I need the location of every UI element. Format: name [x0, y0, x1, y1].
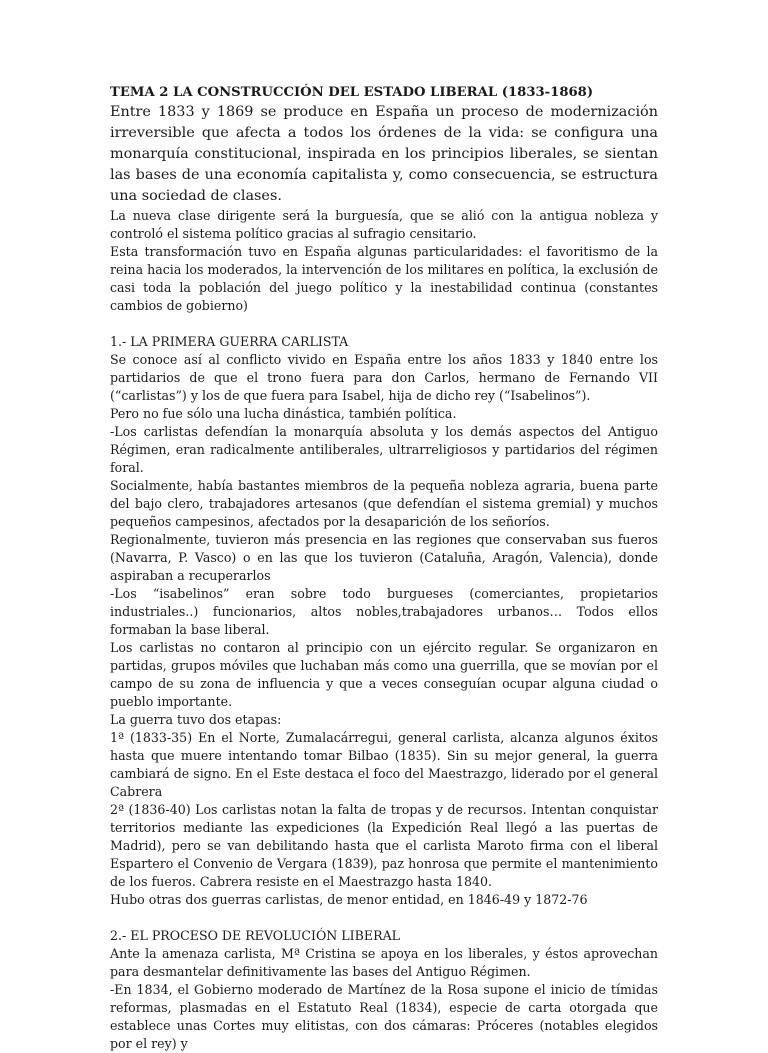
paragraph: Se conoce así al conflicto vivido en España entre los años 1833 y 1840 entre los partidarios de que el trono fuera para don Carlos, hermano de Fernando VII (“carlistas”) y los de que fuera para Isabel, hija de dicho rey (“Isabelinos”).: [110, 352, 658, 403]
paragraph-transformacion: Esta transformación tuvo en España algunas particularidades: el favoritismo de la reina hacia los moderados, la intervención de los militares en política, la exclusión de casi toda la población del juego político y la inestabilidad continua (constantes cambios de gobierno): [110, 244, 658, 313]
paragraph: Regionalmente, tuvieron más presencia en las regiones que conservaban sus fueros (Navarra, P. Vasco) o en las que los tuvieron (Cataluña, Aragón, Valencia), donde aspiraban a recuperarlos: [110, 532, 658, 583]
paragraph: -Los “isabelinos” eran sobre todo burgueses (comerciantes, propietarios industriales..) funcionarios, altos nobles,trabajadores urbanos… Todos ellos formaban la base liberal.: [110, 586, 658, 637]
paragraph: 2ª (1836-40) Los carlistas notan la falta de tropas y de recursos. Intentan conquistar territorios mediante las expediciones (la Expedición Real llegó a las puertas de Madrid), pero se van debilitando hasta que el carlista Maroto firma con el liberal Espartero el Convenio de Vergara (1839), paz honrosa que permite el mantenimiento de los fueros. Cabrera resiste en el Maestrazgo hasta 1840.: [110, 802, 658, 889]
paragraph: 1ª (1833-35) En el Norte, Zumalacárregui, general carlista, alcanza algunos éxitos hasta que muere intentando tomar Bilbao (1835). Sin su mejor general, la guerra cambiará de signo. En el Este destaca el foco del Maestrazgo, liderado por el general Cabrera: [110, 730, 658, 799]
paragraph-burguesia: La nueva clase dirigente será la burguesía, que se alió con la antigua nobleza y controló el sistema político gracias al sufragio censitario.: [110, 208, 658, 241]
paragraph: Los carlistas no contaron al principio con un ejército regular. Se organizaron en partidas, grupos móviles que luchaban más como una guerrilla, que se movían por el campo de su zona de influencia y que a veces conseguían ocupar alguna ciudad o pueblo importante.: [110, 640, 658, 709]
section-title-revolucion-liberal: 2.- EL PROCESO DE REVOLUCIÓN LIBERAL: [110, 928, 401, 943]
paragraph: Hubo otras dos guerras carlistas, de menor entidad, en 1846-49 y 1872-76: [110, 892, 588, 907]
intro-paragraph: Entre 1833 y 1869 se produce en España un proceso de modernización irreversible que afecta a todos los órdenes de la vida: se configura una monarquía constitucional, inspirada en los principios liberales, se sientan las bases de una economía capitalista y, como consecuencia, se estructura una sociedad de clases.: [110, 104, 658, 204]
paragraph: -Los carlistas defendían la monarquía absoluta y los demás aspectos del Antiguo Régimen, eran radicalmente antiliberales, ultrarreligiosos y partidarios del régimen foral.: [110, 424, 658, 475]
paragraph: Socialmente, había bastantes miembros de la pequeña nobleza agraria, buena parte del bajo clero, trabajadores artesanos (que defendían el sistema gremial) y muchos pequeños campesinos, afectados por la desaparición de los señoríos.: [110, 478, 658, 529]
document-page: [110, 84, 658, 1053]
paragraph: La guerra tuvo dos etapas:: [110, 712, 282, 727]
document-title: TEMA 2 LA CONSTRUCCIÓN DEL ESTADO LIBERAL (1833-1868): [110, 85, 594, 100]
paragraph: Pero no fue sólo una lucha dinástica, también política.: [110, 406, 457, 421]
paragraph: -En 1834, el Gobierno moderado de Martínez de la Rosa supone el inicio de tímidas reformas, plasmadas en el Estatuto Real (1834), especie de carta otorgada que establece unas Cortes muy elitistas, con dos cámaras: Próceres (notables elegidos por el rey) y: [110, 982, 658, 1051]
section-title-primera-guerra-carlista: 1.- LA PRIMERA GUERRA CARLISTA: [110, 334, 349, 349]
paragraph: Ante la amenaza carlista, Mª Cristina se apoya en los liberales, y éstos aprovechan para desmantelar definitivamente las bases del Antiguo Régimen.: [110, 946, 658, 979]
